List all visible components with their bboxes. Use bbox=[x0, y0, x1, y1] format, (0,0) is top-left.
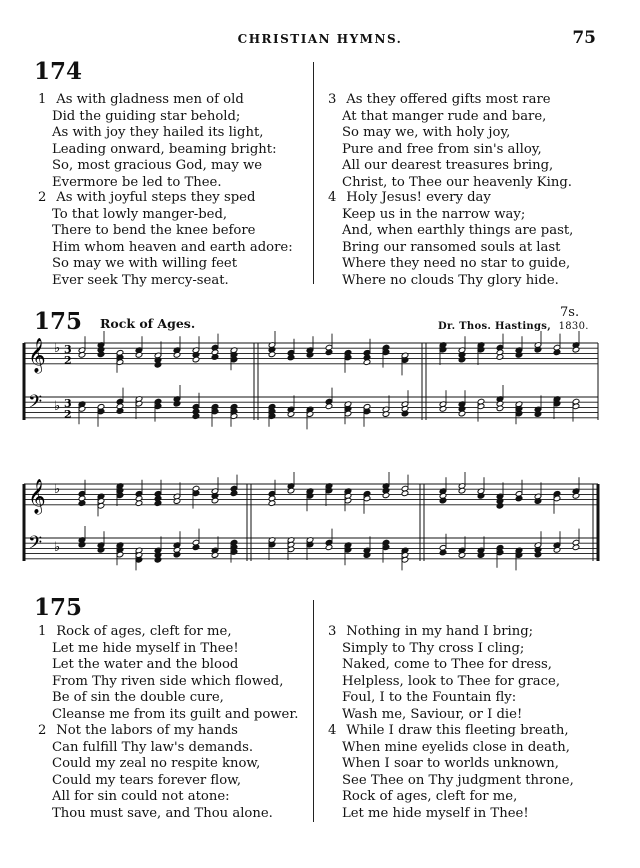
verse-line: Christ, to Thee our heavenly King. bbox=[342, 174, 572, 190]
time-signature-top: 3 bbox=[64, 397, 72, 410]
treble-clef-icon: 𝄞 bbox=[28, 479, 46, 514]
bass-clef-icon: 𝄢 bbox=[28, 392, 43, 417]
stanza-number: 3 bbox=[328, 92, 337, 107]
verse-line: Holy Jesus! every day bbox=[346, 190, 491, 205]
verse-line: Where no clouds Thy glory hide. bbox=[342, 272, 559, 288]
verse-line: Evermore be led to Thee. bbox=[52, 174, 222, 190]
tune-name: Rock of Ages. bbox=[100, 316, 196, 331]
verse-line: While I draw this fleeting breath, bbox=[346, 723, 569, 738]
verse-line: Ever seek Thy mercy-seat. bbox=[52, 272, 229, 288]
composer-year: 1830. bbox=[558, 321, 589, 332]
verse-line: Thou must save, and Thou alone. bbox=[52, 805, 273, 821]
verse-line: When I soar to worlds unknown, bbox=[342, 756, 559, 771]
verse-line: Let me hide myself in Thee! bbox=[52, 640, 239, 656]
verse-line: As they offered gifts most rare bbox=[346, 92, 551, 107]
verse-line: Nothing in my hand I bring; bbox=[346, 624, 534, 639]
hymn-175-stanza-4 bbox=[328, 723, 574, 822]
tune-number: 175 bbox=[34, 308, 83, 335]
time-signature-top: 3 bbox=[64, 343, 72, 356]
verse-line: There to bend the knee before bbox=[52, 223, 256, 238]
verse-line: As with gladness men of old bbox=[56, 92, 244, 107]
verse-line: Foul, I to the Fountain fly: bbox=[342, 690, 517, 705]
verse-line: Keep us in the narrow way; bbox=[342, 206, 526, 222]
verse-line: Simply to Thy cross I cling; bbox=[342, 640, 525, 656]
stanza-number: 4 bbox=[328, 723, 337, 738]
verse-line: Helpless, look to Thee for grace, bbox=[342, 673, 561, 689]
verse-line: Where they need no star to guide, bbox=[342, 256, 571, 271]
page-number: 75 bbox=[572, 28, 596, 48]
verse-line: Him whom heaven and earth adore: bbox=[52, 239, 293, 255]
column-divider bbox=[313, 600, 314, 822]
hymn-175-stanza-1 bbox=[38, 624, 299, 723]
verse-line: From Thy riven side which flowed, bbox=[52, 673, 284, 689]
hymn-175-number: 175 bbox=[34, 594, 83, 621]
verse-line: As with joyful steps they sped bbox=[56, 190, 256, 205]
verse-line: When mine eyelids close in death, bbox=[342, 739, 570, 755]
verse-line: Let me hide myself in Thee! bbox=[342, 805, 529, 821]
verse-line: Wash me, Saviour, or I die! bbox=[342, 706, 523, 722]
verse-line: So, most gracious God, may we bbox=[52, 158, 263, 173]
stanza-number: 2 bbox=[38, 723, 47, 738]
verse-line: Did the guiding star behold; bbox=[52, 108, 241, 124]
hymn-175-stanza-2 bbox=[38, 723, 273, 822]
treble-clef-icon: 𝄞 bbox=[28, 338, 46, 373]
verse-line: See Thee on Thy judgment throne, bbox=[342, 772, 574, 788]
verse-line: To that lowly manger-bed, bbox=[52, 206, 228, 222]
verse-line: Could my zeal no respite know, bbox=[52, 756, 261, 771]
hymn-175-stanza-3 bbox=[328, 624, 561, 723]
verse-line: Rock of ages, cleft for me, bbox=[342, 789, 518, 804]
bass-clef-icon: 𝄢 bbox=[28, 533, 43, 558]
verse-line: Could my tears forever flow, bbox=[52, 772, 242, 788]
verse-line: At that manger rude and bare, bbox=[342, 108, 547, 124]
verse-line: So may we, with holy joy, bbox=[342, 125, 511, 140]
verse-line: And, when earthly things are past, bbox=[342, 223, 574, 238]
verse-line: Naked, come to Thee for dress, bbox=[342, 657, 552, 672]
verse-line: So may we with willing feet bbox=[52, 256, 238, 271]
composer-name: Dr. Thos. Hastings, bbox=[438, 321, 552, 332]
flat-icon: ♭ bbox=[54, 399, 61, 414]
verse-line: As with joy they hailed its light, bbox=[52, 125, 264, 140]
verse-line: Bring our ransomed souls at last bbox=[342, 239, 561, 255]
verse-line: Be of sin the double cure, bbox=[52, 690, 224, 705]
flat-icon: ♭ bbox=[54, 482, 61, 497]
time-signature-bottom: 2 bbox=[64, 408, 72, 421]
verse-line: All for sin could not atone: bbox=[52, 789, 230, 804]
flat-icon: ♭ bbox=[54, 540, 61, 555]
time-signature-bottom: 2 bbox=[64, 354, 72, 367]
verse-line: Can fulfill Thy law's demands. bbox=[52, 739, 254, 755]
stanza-number: 4 bbox=[328, 190, 337, 205]
verse-line: Pure and free from sin's alloy, bbox=[342, 141, 542, 157]
verse-line: Cleanse me from its guilt and power. bbox=[52, 706, 299, 722]
running-header: CHRISTIAN HYMNS. bbox=[237, 32, 403, 46]
verse-line: Rock of ages, cleft for me, bbox=[56, 624, 232, 639]
stanza-number: 1 bbox=[38, 624, 47, 639]
hymn-174-number: 174 bbox=[34, 58, 83, 85]
verse-line: Let the water and the blood bbox=[52, 657, 239, 672]
verse-line: All our dearest treasures bring, bbox=[342, 158, 554, 173]
verse-line: Leading onward, beaming bright: bbox=[52, 141, 277, 157]
meter: 7s. bbox=[560, 305, 580, 320]
flat-icon: ♭ bbox=[54, 341, 61, 356]
stanza-number: 2 bbox=[38, 190, 47, 205]
stanza-number: 3 bbox=[328, 624, 337, 639]
stanza-number: 1 bbox=[38, 92, 47, 107]
verse-line: Not the labors of my hands bbox=[56, 723, 238, 738]
